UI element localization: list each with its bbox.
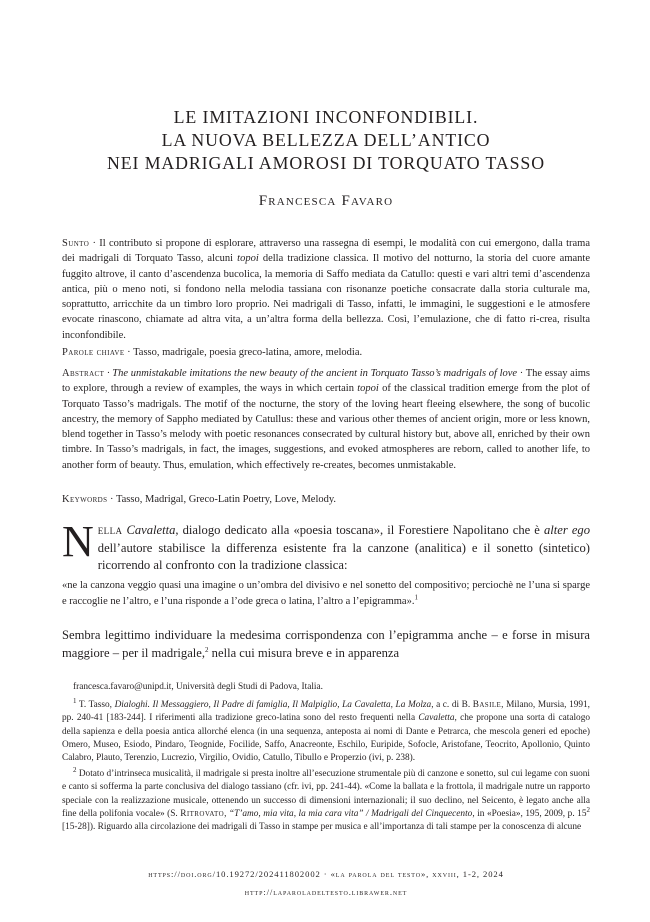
cavaletta-title: Cavaletta (126, 523, 176, 537)
fn2-italic-title: “T’amo, mia vita, la mia cara vita” / Madrigali del Cinquecento (228, 808, 473, 819)
title-line-1: LE IMITAZIONI INCONFONDIBILI. (173, 107, 479, 127)
sunto-text-a: · Il contributo si propone di esplorare, attraverso una rassegna di esempi, le modalità con cui emergono, dalla trama dei madrigali di Torquato Tasso, alcuni (62, 238, 590, 265)
fn1-text-a: T. Tasso, (76, 700, 115, 711)
footnote-1-number: 1 (73, 697, 77, 706)
fn1-text-c: , Milano, Mursia, 1991, pp. 240-41 [183-244]. I riferimenti alla tradizione greco-latina sono del resto frequenti nella (62, 700, 590, 724)
body-p2-text-a: Sembra legittimo individuare la medesima corrispondenza con l’epigramma anche – e forse in misura maggiore – per il madrigale, (62, 628, 590, 660)
body-text-c: dell’autore stabilisce la differenza esistente fra la canzone (analitica) e il sonetto (sintetico) ricorrendo al confronto con la tradizione classica: (97, 540, 590, 573)
doi-line[interactable]: https://doi.org/10.19272/202411802002 · «la parola del testo», xxviii, 1-2, 2024 (148, 869, 504, 879)
journal-url[interactable]: http://laparoladeltesto.librawer.net (244, 887, 408, 897)
fn2-text-d: [15-28]). Riguardo alla circolazione dei madrigali di Tasso in stampe per musica e all’importanza di tali stampe per la conoscenza di alcune (62, 822, 582, 833)
parole-chiave-label: Parole chiave (62, 347, 125, 358)
body-paragraph-2 (62, 627, 590, 662)
abstract-title: · The unmistakable imitations the new beauty of the ancient in Torquato Tasso’s madrigals of love (104, 368, 518, 379)
lead-small-caps: ella (97, 523, 123, 537)
abstract-topoi: topoi (357, 383, 379, 395)
footnote-ref-2[interactable]: 2 (205, 645, 209, 654)
parole-chiave-block (62, 345, 590, 360)
fn2-text-b: , (224, 808, 229, 819)
title-line-2: LA NUOVA BELLEZZA DELL’ANTICO (161, 130, 491, 150)
abstract-label: Abstract (62, 368, 105, 379)
parole-chiave-text: · Tasso, madrigale, poesia greco-latina, amore, melodia. (124, 347, 363, 358)
fn2-author: Ritrovato (180, 808, 225, 819)
body-text-b: , dialogo dedicato alla «poesia toscana», il Forestiere Napolitano che è (175, 523, 544, 537)
fn1-italic-cavaletta: Cavaletta (418, 713, 455, 724)
fn1-italic-title: Dialoghi. Il Messaggiero, Il Padre di famiglia, Il Malpiglio, La Cavaletta, La Molza (114, 700, 432, 711)
author-name: Francesca Favaro (258, 193, 394, 209)
footnote-ref-1[interactable]: 1 (414, 593, 418, 602)
article-title (62, 106, 590, 175)
footnote-1 (62, 699, 590, 765)
footnote-2 (62, 768, 590, 834)
fn1-editor: Basile (472, 700, 502, 711)
fn2-text-a: Dotato d’intrinseca musicalità, il madrigale si presta inoltre all’esecuzione strumentale più di canzone e sonetto, sul cui legame con suoni e canto si sofferma la parte conclusiva del dialogo tassiano (cfr. ivi, pp. 241-44). «Come la ballata e la frottola, il madrigale nutre un rapporto speciale con la realizzazione musicale, ottenendo un successo di dimensioni internazionali; il suo declino, nel Seicento, è legato anche alla fine della polifonia vocale» (S. (62, 769, 590, 819)
body-p2-text-b: nella cui misura breve e in apparenza (208, 645, 400, 660)
fn1-text-b: , a c. di B. (431, 700, 473, 711)
keywords-text: · Tasso, Madrigal, Greco-Latin Poetry, Love, Melody. (107, 494, 337, 505)
sunto-topoi: topoi (237, 253, 259, 265)
abstract-block (62, 366, 590, 473)
sunto-text-b: della tradizione classica. Il motivo del notturno, la storia del cuore amante fuggito altrove, il canto d’ascendenza bucolica, la memoria di Saffo mediata da Catullo: questi e vari altri temi d’ascendenza antica, più o meno noti, si fondono nella melodia tassiana con risonanze poetiche consacrate dalla storia culturale ma, soprattutto, arricchite da un timbro loro proprio. Nei madrigali di Tasso, infatti, le immagini, le suggestioni e le atmosfere evocate rinascono, chiamate ad altra vita, a un’altra forma della bellezza. Così, l’emulazione, che di fatto ri-crea, risulta inconfondibile. (62, 253, 590, 341)
drop-cap: N (62, 517, 94, 566)
block-quote (62, 578, 590, 609)
fn1-text-d: , che propone una sorta di catalogo della sapienza e della poesia antica allorché elenca (in una sequenza, anteposta ai nomi di Dante e Petrarca, che mescola generi ed epoche) Omero, Museo, Esiodo, Pindaro, Teognide, Focilide, Saffo, Anacreonte, Eschilo, Euripide, Sofocle, Aristofane, Teocrito, Apollonio, Quinto Calabro, Plauto, Terenzio, Lucrezio, Virgilio, Ovidio, Catullo, Tibullo e Properzio (ivi, p. 238). (62, 713, 590, 764)
sunto-block (62, 236, 590, 343)
keywords-label: Keywords (62, 494, 108, 505)
footnote-2-number: 2 (73, 766, 77, 775)
fn2-text-c: , in «Poesia», 195, 2009, p. 15 (472, 808, 587, 819)
keywords-block (62, 492, 590, 507)
body-paragraph-1 (62, 517, 591, 575)
abstract-text-a: · The essay aims to explore, through a review of examples, the ways in which certain (62, 368, 590, 395)
page (62, 0, 590, 922)
quote-text: «ne la canzona veggio quasi una imagine o un’ombra del divisivo e nel sonetto del compositivo; perciochè ne l’una si sparge e raccoglie ne l’altro, e l’una risponde a l’ode greca o latina, l’altro a l’epigramma». (62, 580, 590, 607)
sunto-label: Sunto (62, 238, 90, 249)
abstract-text-b: of the classical tradition emerge from the plot of Torquato Tasso’s madrigals. The motif of the nocturne, the story of the loving heart fleeing elsewhere, the song of bucolic ancestry, the memory of Sappho mediated by Catullus: these and various other themes of ancient origin, more or less known, blend together in Tasso’s melody with poetic resonances consecrated by cultural history but, above all, enriched by their own timbre. In Tasso’s madrigals, in fact, the images, suggestions, and evoked atmospheres are reborn, called to another life, to another form of beauty. Thus, emulation, which effectively re-creates, becomes unmistakable. (62, 383, 590, 471)
footnotes (62, 681, 590, 834)
author-email-affiliation: francesca.favaro@unipd.it, Università degli Studi di Padova, Italia. (73, 682, 323, 692)
fn2-sup: 2 (586, 805, 590, 814)
alter-ego: alter ego (543, 523, 591, 537)
title-line-3: NEI MADRIGALI AMOROSI DI TORQUATO TASSO (107, 153, 545, 173)
